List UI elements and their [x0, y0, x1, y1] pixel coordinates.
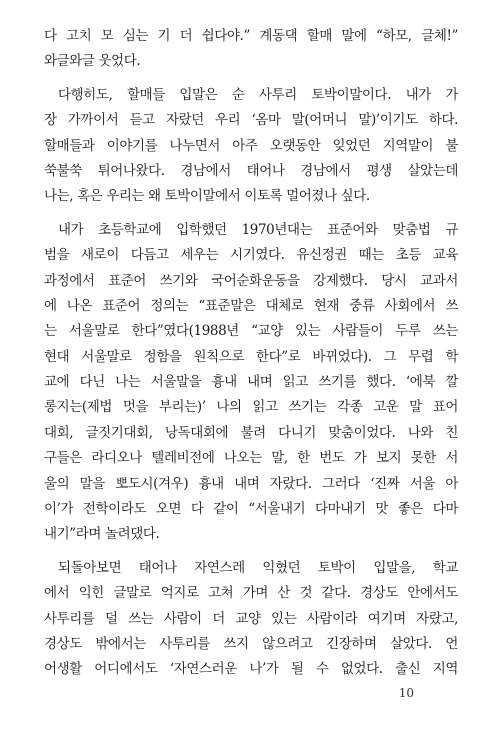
page-number: 10 — [398, 686, 414, 700]
text-line: 는 서울말로 한다”였다(1988년 “교양 있는 사람들이 두루 쓰는 — [44, 323, 458, 340]
text-line: 내가 초등학교에 입학했던 1970년대는 표준어와 맞춤법 규 — [58, 221, 458, 238]
text-line: 나는, 혹은 우리는 왜 토박이말에서 이토록 멀어졌나 싶다. — [44, 188, 370, 205]
text-line: 과정에서 표준어 쓰기와 국어순화운동을 강제했다. 당시 교과서 — [44, 272, 458, 289]
text-line: 구들은 라디오나 텔레비전에 나오는 말, 한 번도 가 보지 못한 서 — [44, 450, 458, 467]
paragraph-2 — [44, 83, 458, 210]
text-line: 울의 말을 뽀도시(겨우) 흉내 내며 자랐다. 그러다 ‘진짜 서울 아 — [44, 475, 458, 492]
paragraph-3 — [44, 218, 458, 548]
text-line: 교에 다닌 나는 서울말을 흉내 내며 읽고 쓰기를 했다. ‘에북 깔 — [44, 374, 458, 391]
text-line: 와글와글 웃었다. — [44, 53, 141, 70]
text-line: 범을 새로이 다듬고 세우는 시기였다. 유신정권 때는 초등 교육 — [44, 247, 458, 264]
text-line: 사투리를 덜 쓰는 사람이 더 교양 있는 사람이라 여기며 자랐고, — [44, 610, 458, 627]
text-line: 에 나온 표준어 정의는 “표준말은 대체로 현재 중류 사회에서 쓰 — [44, 297, 458, 314]
text-line: 장 가까이서 듣고 자랐던 우리 ‘옴마 말(어머니 말)’이기도 하다. — [44, 112, 458, 129]
paragraph-4 — [44, 556, 458, 683]
text-line: 대회, 글짓기대회, 낭독대회에 불려 다니기 맞춤이었다. 나와 친 — [44, 424, 458, 441]
book-page-body — [44, 24, 458, 691]
text-line: 쑥불쑥 튀어나왔다. 경남에서 태어나 경남에서 평생 살았는데 — [44, 162, 458, 179]
text-line: 경상도 밖에서는 사투리를 쓰지 않으려고 긴장하며 살았다. 언 — [44, 635, 458, 652]
text-line: 어생활 어디에서도 ‘자연스러운 나’가 될 수 없었다. 출신 지역 — [44, 661, 458, 678]
text-line: 내기”라며 놀려댔다. — [44, 526, 160, 543]
text-line: 할매들과 이야기를 나누면서 아주 오랫동안 잊었던 지역말이 불 — [44, 137, 458, 154]
paragraph-1 — [44, 24, 458, 75]
text-line: 현대 서울말로 정함을 원칙으로 한다”로 바뀌었다). 그 무렵 학 — [44, 348, 458, 365]
text-line: 다 고치 모 심는 기 더 쉽다야.” 계동댁 할매 말에 “하모, 글체!” — [44, 28, 458, 44]
text-line: 에서 익힌 글말로 억지로 고쳐 가며 산 것 같다. 경상도 안에서도 — [44, 585, 458, 602]
text-line: 이’가 전학이라도 오면 다 같이 “서울내기 다마내기 맛 좋은 다마 — [44, 501, 458, 518]
text-line: 다행히도, 할매들 입말은 순 사투리 토박이말이다. 내가 가 — [58, 86, 458, 103]
text-line: 되돌아보면 태어나 자연스레 익혔던 토박이 입말을, 학교 — [58, 559, 458, 576]
text-line: 롱지는(제법 멋을 부리는)’ 나의 읽고 쓰기는 각종 고운 말 표어 — [44, 399, 458, 416]
